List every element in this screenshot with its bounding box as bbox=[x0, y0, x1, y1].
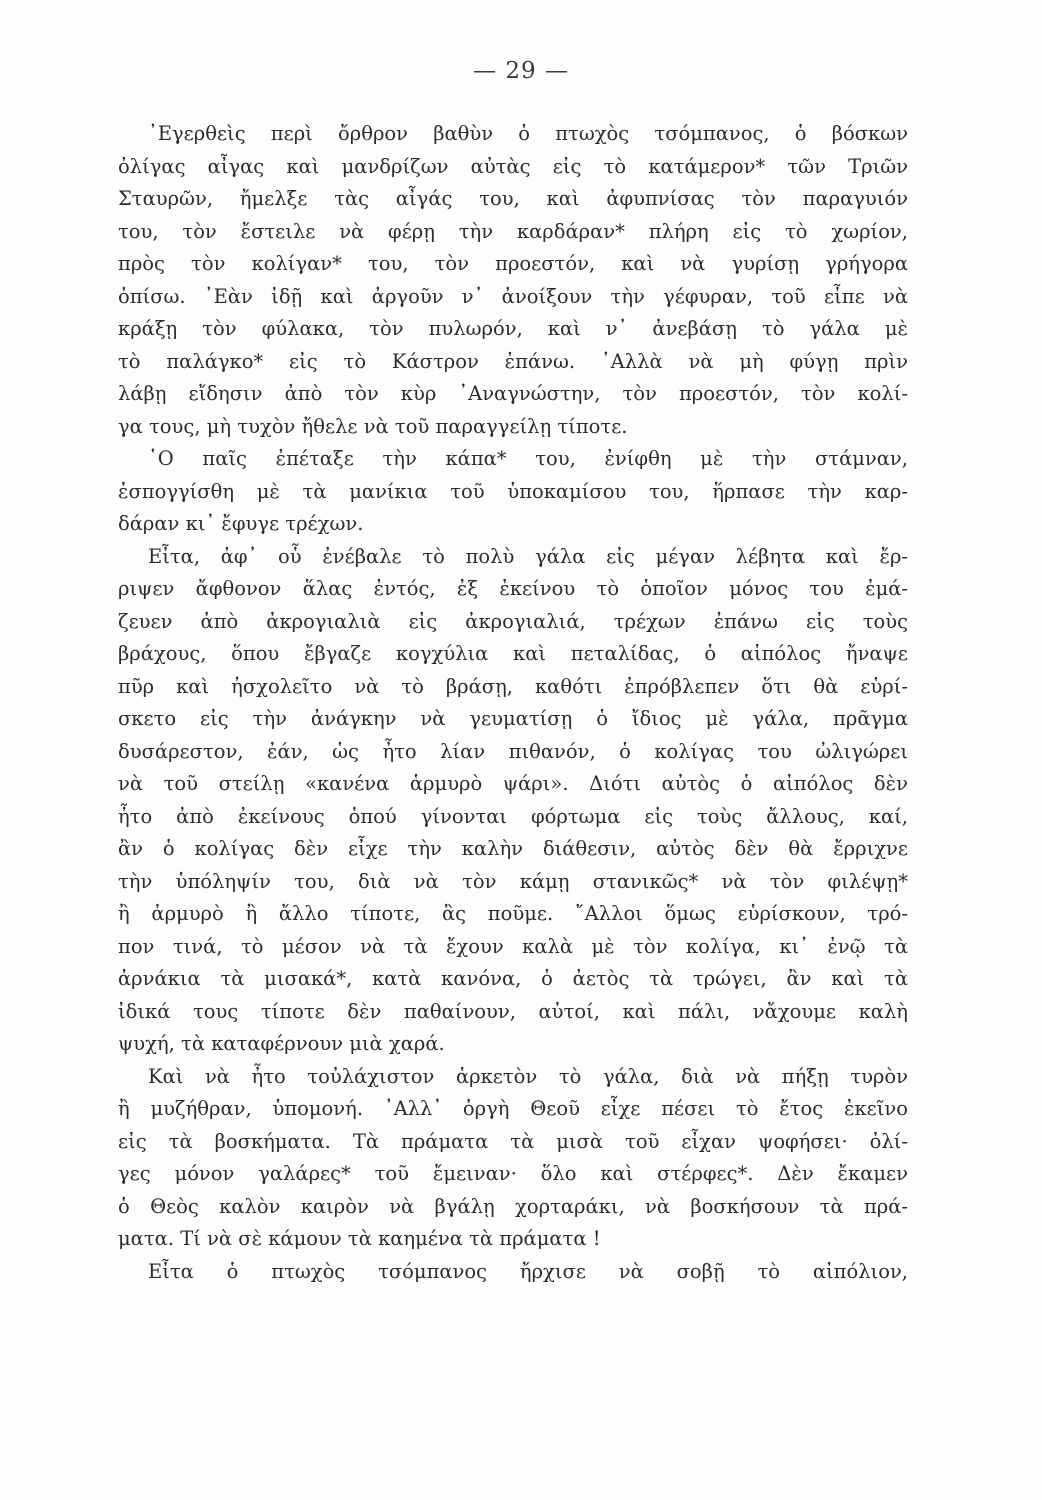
text-line: κράξῃ τὸν φύλακα, τὸν πυλωρόν, καὶ ν᾿ ἀνεβάσῃ τὸ γάλα μὲ bbox=[118, 317, 908, 340]
text-line: πρὸς τὸν κολίγαν* του, τὸν προεστόν, καὶ νὰ γυρίσῃ γρήγορα bbox=[118, 252, 908, 275]
paragraph bbox=[118, 1061, 908, 1256]
text-line: εἰς τὰ βοσκήματα. Τὰ πράματα τὰ μισὰ τοῦ εἶχαν ψοφήσει· ὀλί- bbox=[118, 1129, 908, 1153]
paragraph bbox=[118, 1256, 908, 1289]
text-line: του, τὸν ἔστειλε νὰ φέρῃ τὴν καρδάραν* πλήρη εἰς τὸ χωρίον, bbox=[118, 219, 908, 243]
text-line: Σταυρῶν, ἤμελξε τὰς αἶγάς του, καὶ ἀφυπνίσας τὸν παραγυιόν bbox=[118, 187, 908, 210]
text-line: νὰ τοῦ στείλῃ «κανένα ἁρμυρὸ ψάρι». Διότι αὐτὸς ὁ αἰπόλος δὲν bbox=[118, 772, 908, 795]
text-line: ζευεν ἀπὸ ἀκρογιαλιὰ εἰς ἀκρογιαλιά, τρέχων ἐπάνω εἰς τοὺς bbox=[118, 609, 908, 633]
text-line: ματα. Τί νὰ σὲ κάμουν τὰ καημένα τὰ πράματα ! bbox=[118, 1227, 601, 1250]
text-line: δάραν κι᾿ ἔφυγε τρέχων. bbox=[118, 512, 364, 535]
text-line: Εἶτα ὁ πτωχὸς τσόμπανος ἤρχισε νὰ σοβῇ τὸ αἰπόλιον, bbox=[148, 1259, 908, 1283]
text-line: ἂν ὁ κολίγας δὲν εἶχε τὴν καλὴν διάθεσιν, αὐτὸς δὲν θὰ ἔρριχνε bbox=[118, 837, 908, 860]
text-line: Καὶ νὰ ἦτο τοὐλάχιστον ἀρκετὸν τὸ γάλα, διὰ νὰ πήξῃ τυρὸν bbox=[148, 1064, 908, 1088]
text-line: ψυχή, τὰ καταφέρνουν μιὰ χαρά. bbox=[118, 1032, 445, 1055]
text-line: λάβῃ εἴδησιν ἀπὸ τὸν κὺρ ᾿Αναγνώστην, τὸν προεστόν, τὸν κολί- bbox=[118, 382, 908, 405]
text-line: ὀπίσω. ᾿Εὰν ἰδῇ καὶ ἀργοῦν ν᾿ ἀνοίξουν τὴν γέφυραν, τοῦ εἶπε νὰ bbox=[118, 284, 908, 308]
text-line: Εἶτα, ἀφ᾿ οὗ ἐνέβαλε τὸ πολὺ γάλα εἰς μέγαν λέβητα καὶ ἔρ- bbox=[148, 544, 908, 568]
text-line: τὴν ὑπόληψίν του, διὰ νὰ τὸν κάμῃ στανικῶς* νὰ τὸν φιλέψῃ* bbox=[118, 869, 908, 893]
text-line: ἐσπογγίσθη μὲ τὰ μανίκια τοῦ ὑποκαμίσου του, ἥρπασε τὴν καρ- bbox=[118, 479, 908, 503]
text-line: ῾Ο παῖς ἐπέταξε τὴν κάπα* του, ἐνίφθη μὲ τὴν στάμναν, bbox=[148, 447, 908, 470]
text-line: βράχους, ὅπου ἔβγαζε κογχύλια καὶ πεταλίδας, ὁ αἰπόλος ἤναψε bbox=[118, 642, 908, 665]
paragraph bbox=[118, 541, 908, 1061]
text-line: ἀρνάκια τὰ μισακά*, κατὰ κανόνα, ὁ ἀετὸς τὰ τρώγει, ἂν καὶ τὰ bbox=[118, 967, 908, 990]
page-number: — 29 — bbox=[473, 58, 569, 84]
text-line: ἦτο ἀπὸ ἐκείνους ὁπού γίνονται φόρτωμα εἰς τοὺς ἄλλους, καί, bbox=[118, 804, 908, 828]
text-line: πον τινά, τὸ μέσον νὰ τὰ ἔχουν καλὰ μὲ τὸν κολίγα, κι᾿ ἐνῷ τὰ bbox=[118, 934, 908, 958]
text-line: ἰδικά τους τίποτε δὲν παθαίνουν, αὐτοί, καὶ πάλι, νἄχουμε καλὴ bbox=[118, 999, 908, 1023]
paragraph bbox=[118, 118, 908, 443]
text-line: σκετο εἰς τὴν ἀνάγκην νὰ γευματίσῃ ὁ ἴδιος μὲ γάλα, πρᾶγμα bbox=[118, 707, 908, 730]
text-line: πῦρ καὶ ἠσχολεῖτο νὰ τὸ βράσῃ, καθότι ἐπρόβλεπεν ὅτι θὰ εὑρί- bbox=[118, 674, 908, 698]
text-line: ὁ Θεὸς καλὸν καιρὸν νὰ βγάλῃ χορταράκι, νὰ βοσκήσουν τὰ πρά- bbox=[118, 1194, 908, 1218]
text-line: ᾿Εγερθεὶς περὶ ὄρθρον βαθὺν ὁ πτωχὸς τσόμπανος, ὁ βόσκων bbox=[148, 122, 908, 145]
text-line: ἢ ἁρμυρὸ ἢ ἄλλο τίποτε, ἂς ποῦμε. ῎Αλλοι ὅμως εὑρίσκουν, τρό- bbox=[118, 902, 908, 925]
text-line: ὀλίγας αἶγας καὶ μανδρίζων αὐτὰς εἰς τὸ κατάμερον* τῶν Τριῶν bbox=[118, 154, 908, 178]
text-line: ἢ μυζήθραν, ὑπομονή. ᾿Αλλ᾿ ὀργὴ Θεοῦ εἶχε πέσει τὸ ἔτος ἐκεῖνο bbox=[118, 1097, 908, 1120]
paragraph bbox=[118, 443, 908, 541]
text-line: γες μόνον γαλάρες* τοῦ ἔμειναν· ὅλο καὶ στέρφες*. Δὲν ἔκαμεν bbox=[118, 1162, 908, 1185]
text-line: ριψεν ἄφθονον ἅλας ἐντός, ἐξ ἐκείνου τὸ ὁποῖον μόνος του ἐμά- bbox=[118, 577, 908, 600]
body-text bbox=[118, 118, 908, 1288]
text-line: τὸ παλάγκο* εἰς τὸ Κάστρον ἐπάνω. ᾿Αλλὰ νὰ μὴ φύγῃ πρὶν bbox=[118, 349, 908, 373]
text-line: δυσάρεστον, ἐάν, ὡς ἦτο λίαν πιθανόν, ὁ κολίγας του ὠλιγώρει bbox=[118, 739, 908, 763]
text-line: γα τους, μὴ τυχὸν ἤθελε νὰ τοῦ παραγγείλῃ τίποτε. bbox=[118, 414, 628, 438]
